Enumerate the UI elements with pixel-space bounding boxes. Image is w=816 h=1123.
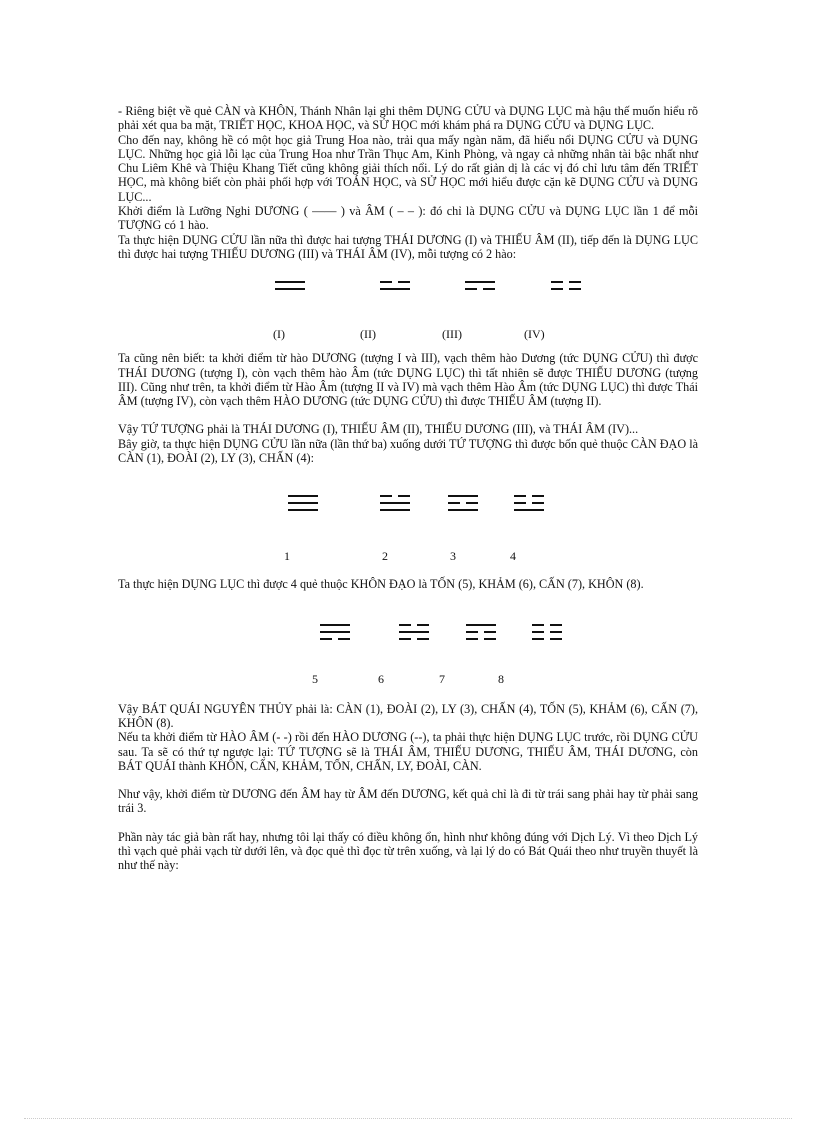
figure-label: (III) bbox=[442, 327, 462, 342]
paragraph: Như vậy, khởi điểm từ DƯƠNG đến ÂM hay từ ÂM đến DƯƠNG, kết quả chỉ là đi từ trái sang phải hay từ phải sang trái 3. bbox=[118, 787, 698, 816]
document-page bbox=[118, 104, 698, 873]
paragraph: Ta cũng nên biết: ta khởi điểm từ hào DƯƠNG (tượng I và III), vạch thêm hào Dương (tức DỤNG CỬU) thì được THÁI DƯƠNG (tượng I), còn vạch thêm hào Âm (tức DỤNG LỤC) thì tất nhiên sẽ được THIẾU DƯƠNG (tượng III). Cũng như trên, ta khởi điểm từ Hào Âm (tượng II và IV) mà vạch thêm Hào Âm (tức DỤNG LỤC) thì được Thái ÂM (tượng IV), còn vạch thêm HÀO DƯƠNG (tức DỤNG CỬU) thì được THIẾU ÂM (tượng II). bbox=[118, 351, 698, 409]
figure-label: 7 bbox=[439, 671, 445, 686]
thai-am-symbol bbox=[551, 281, 581, 290]
paragraph: Ta thực hiện DỤNG CỬU lần nữa thì được hai tượng THÁI DƯƠNG (I) và THIẾU ÂM (II), tiếp đến là DỤNG LỤC thì được hai tượng THIẾU DƯƠNG (III) và THÁI ÂM (IV), mỗi tượng có 2 hào: bbox=[118, 232, 698, 261]
can-dao-trigrams bbox=[118, 465, 698, 547]
can-mountain-trigram bbox=[466, 624, 496, 640]
tu-tuong-figure bbox=[118, 261, 698, 325]
figure-label: 3 bbox=[450, 549, 456, 564]
figure-label: (I) bbox=[273, 327, 285, 342]
khon-dao-labels bbox=[118, 672, 698, 702]
figure-label: 5 bbox=[312, 671, 318, 686]
thieu-am-symbol bbox=[380, 281, 410, 290]
figure-label: 4 bbox=[510, 549, 516, 564]
thieu-duong-symbol bbox=[465, 281, 495, 290]
figure-label: 6 bbox=[378, 671, 384, 686]
tu-tuong-labels bbox=[118, 325, 698, 351]
paragraph: Cho đến nay, không hề có một học giả Trung Hoa nào, trải qua mấy ngàn năm, đã hiểu nổi DỤNG CỬU và DỤNG LỤC. Những học giả lỗi lạc của Trung Hoa như Trần Thục Am, Kinh Phòng, và ngay cả những nhân tài bậc nhất như Chu Liêm Khê và Thiệu Khang Tiết cũng không giải thích nổi. Lý do rất giản dị là các vị đó chỉ lưu tâm đến TRIẾT HỌC, mà không biết còn phải phối hợp với TOÁN HỌC, và SỬ HỌC mới hiểu được cặn kẽ DỤNG CỬU và DỤNG LỤC... bbox=[118, 132, 698, 204]
can-dao-labels bbox=[118, 547, 698, 577]
paragraph: Bây giờ, ta thực hiện DỤNG CỬU lần nữa (lần thứ ba) xuống dưới TỨ TƯỢNG thì được bốn quẻ thuộc CÀN ĐẠO là CÀN (1), ĐOÀI (2), LY (3), CHẤN (4): bbox=[118, 436, 698, 466]
paragraph: Phần này tác giả bàn rất hay, nhưng tôi lại thấy có điều không ổn, hình như không đúng với Dịch Lý. Vì theo Dịch Lý thì vạch quẻ phải vạch từ dưới lên, và đọc quẻ thì đọc từ trên xuống, và lại lý do có Bát Quái theo như truyền thuyết là như thế này: bbox=[118, 829, 698, 873]
khon-trigram bbox=[532, 624, 562, 640]
figure-label: 2 bbox=[382, 549, 388, 564]
page-bottom-rule bbox=[24, 1118, 792, 1119]
figure-label: (II) bbox=[360, 327, 376, 342]
ton-trigram bbox=[320, 624, 350, 640]
paragraph: Nếu ta khởi điểm từ HÀO ÂM (- -) rồi đến HÀO DƯƠNG (--), ta phải thực hiện DỤNG LỤC trước, rồi DỤNG CỬU sau. Ta sẽ có thứ tự ngược lại: TỨ TƯỢNG sẽ là THÁI ÂM, THIẾU DƯƠNG, THIẾU ÂM, THÁI DƯƠNG, còn BÁT QUÁI thành KHÔN, CẤN, KHẢM, TỐN, CHẤN, LY, ĐOÀI, CÀN. bbox=[118, 730, 698, 773]
khon-dao-trigrams bbox=[118, 592, 698, 672]
kham-trigram bbox=[399, 624, 429, 640]
thai-duong-symbol bbox=[275, 281, 305, 290]
figure-label: 8 bbox=[498, 671, 504, 686]
paragraph: Ta thực hiện DỤNG LỤC thì được 4 quẻ thuộc KHÔN ĐẠO là TỐN (5), KHẢM (6), CẤN (7), KHÔN (8). bbox=[118, 577, 644, 592]
figure-label: (IV) bbox=[524, 327, 545, 342]
paragraph: Vậy BÁT QUÁI NGUYÊN THỦY phải là: CÀN (1), ĐOÀI (2), LY (3), CHẤN (4), TỐN (5), KHẢM (6), CẤN (7), KHÔN (8). bbox=[118, 701, 698, 730]
can-trigram bbox=[288, 495, 318, 511]
paragraph: Vậy TỨ TƯỢNG phải là THÁI DƯƠNG (I), THIẾU ÂM (II), THIẾU DƯƠNG (III), và THÁI ÂM (IV)... bbox=[118, 422, 639, 437]
ly-trigram bbox=[448, 495, 478, 511]
chan-trigram bbox=[514, 495, 544, 511]
figure-label: 1 bbox=[284, 549, 290, 564]
paragraph: Khởi điểm là Lưỡng Nghi DƯƠNG ( —— ) và ÂM ( – – ): đó chỉ là DỤNG CỬU và DỤNG LỤC lần 1 để mỗi TƯỢNG có 1 hào. bbox=[118, 204, 698, 233]
doai-trigram bbox=[380, 495, 410, 511]
paragraph: - Riêng biệt về quẻ CÀN và KHÔN, Thánh Nhân lại ghi thêm DỤNG CỬU và DỤNG LỤC mà hậu thế muốn hiểu rõ phải xét qua ba mặt, TRIẾT HỌC, KHOA HỌC, và SỬ HỌC mới khám phá ra DỤNG CỬU và DỤNG LỤC. bbox=[118, 104, 698, 133]
